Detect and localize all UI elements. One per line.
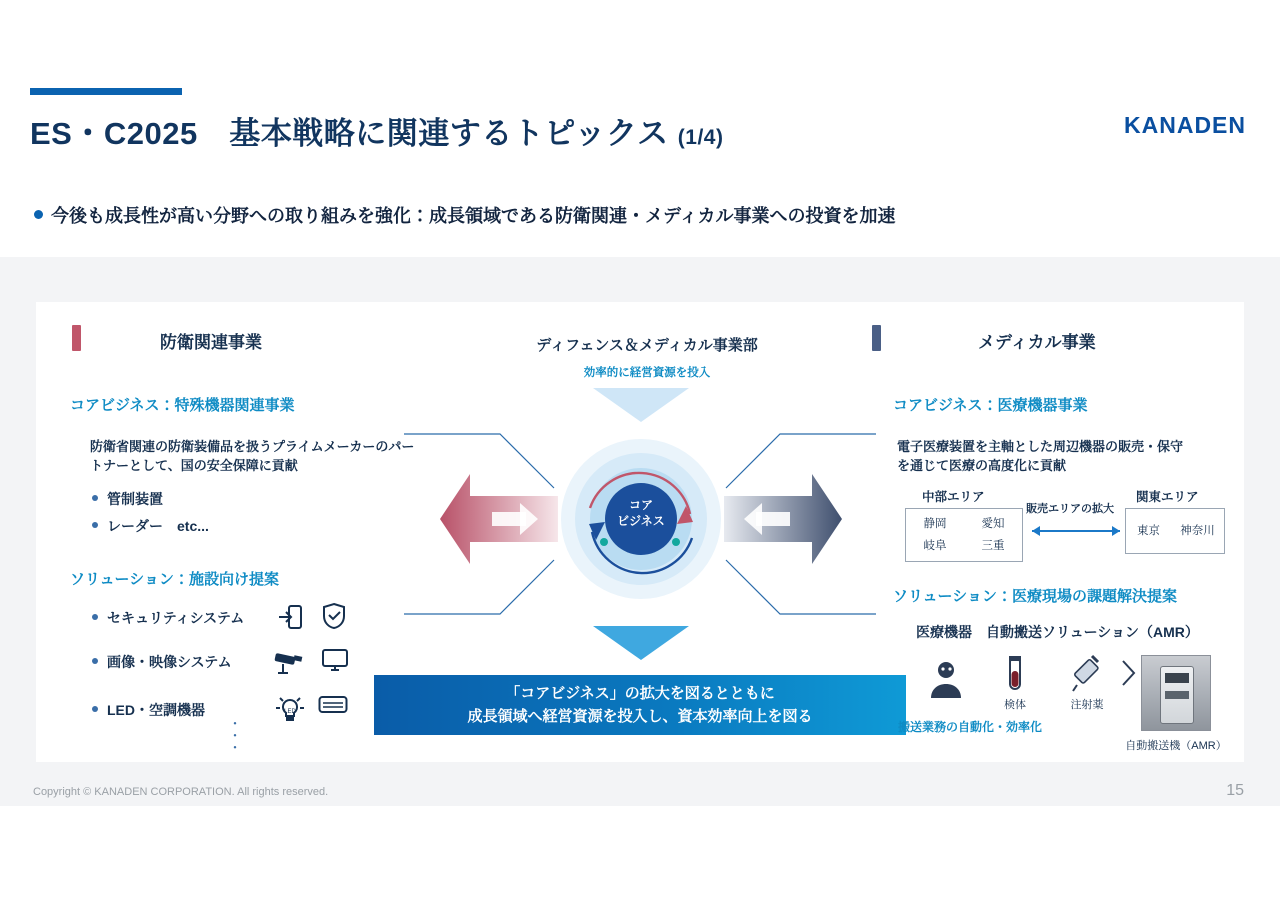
amr-note: 搬送業務の自動化・効率化 bbox=[898, 720, 1043, 734]
defense-solution-1-label: 画像・映像システム bbox=[107, 654, 232, 670]
page-title-suffix: (1/4) bbox=[677, 126, 724, 149]
medical-solution-heading: ソリューション：医療現場の課題解決提案 bbox=[893, 588, 1177, 605]
entry-gate-icon bbox=[277, 604, 303, 630]
page-number: 15 bbox=[1226, 782, 1244, 799]
defense-solution-heading: ソリューション：施設向け提案 bbox=[70, 571, 279, 588]
defense-heading-tick bbox=[72, 325, 81, 351]
defense-bullet-0 bbox=[92, 489, 163, 509]
kanto-cell-1: 神奈川 bbox=[1180, 525, 1215, 537]
chubu-cell-3: 三重 bbox=[981, 540, 1005, 552]
chevron-right-icon bbox=[1120, 658, 1138, 688]
kanaden-logo: KANADEN bbox=[1124, 112, 1246, 138]
defense-bullet-1-label: レーダー etc... bbox=[107, 518, 209, 534]
defense-bullet-1 bbox=[92, 516, 209, 536]
amr-robot-photo bbox=[1141, 655, 1211, 731]
test-tube-icon bbox=[1004, 655, 1026, 695]
kanto-cell-0: 東京 bbox=[1137, 525, 1161, 537]
bullet-dot-icon bbox=[34, 210, 43, 219]
syringe-caption: 注射薬 bbox=[1070, 699, 1104, 711]
defense-core-heading: コアビジネス：特殊機器関連事業 bbox=[70, 397, 295, 414]
bullet-dot-icon bbox=[92, 522, 98, 528]
person-icon bbox=[927, 658, 965, 698]
syringe-icon bbox=[1072, 652, 1102, 694]
led-bulb-icon bbox=[272, 692, 308, 726]
chubu-area-label: 中部エリア bbox=[922, 490, 985, 504]
bullet-dot-icon bbox=[92, 495, 98, 501]
medical-heading: メディカル事業 bbox=[978, 333, 1096, 352]
page-title-main: ES・C2025 基本戦略に関連するトピックス bbox=[30, 116, 669, 151]
chubu-area-box bbox=[905, 508, 1023, 562]
kanto-area-label: 関東エリア bbox=[1136, 490, 1199, 504]
shield-check-icon bbox=[321, 602, 347, 630]
chubu-cell-2: 岐阜 bbox=[923, 540, 947, 552]
title-accent-bar bbox=[30, 88, 182, 95]
svg-text:LED: LED bbox=[284, 709, 296, 715]
test-tube-caption: 検体 bbox=[1004, 699, 1026, 711]
defense-core-paragraph: 防衛省関連の防衛装備品を扱うプライムメーカーのパートナーとして、国の安全保障に貢献 bbox=[90, 439, 415, 473]
down-arrow-bottom-icon bbox=[593, 626, 689, 660]
defense-solution-0 bbox=[92, 608, 244, 628]
down-arrow-top-icon bbox=[593, 388, 689, 422]
chubu-cell-1: 愛知 bbox=[981, 518, 1005, 530]
chubu-cell-0: 静岡 bbox=[923, 518, 947, 530]
kanto-area-box bbox=[1125, 508, 1225, 554]
medical-heading-tick bbox=[872, 325, 881, 351]
bullet-dot-icon bbox=[92, 706, 98, 712]
core-label-line1: コア bbox=[628, 498, 653, 512]
division-subtitle: 効率的に経営資源を投入 bbox=[583, 367, 711, 379]
bullet-dot-icon bbox=[92, 614, 98, 620]
right-connector-lines bbox=[656, 424, 876, 624]
copyright-text: Copyright © KANADEN CORPORATION. All rights reserved. bbox=[33, 786, 329, 798]
amr-photo-caption: 自動搬送機（AMR） bbox=[1125, 740, 1227, 752]
page-title bbox=[30, 108, 723, 153]
medical-core-heading: コアビジネス：医療機器事業 bbox=[893, 397, 1088, 414]
area-expansion-arrow-icon bbox=[1022, 522, 1130, 540]
left-connector-lines bbox=[404, 424, 624, 624]
strategy-banner-line1: 「コアビジネス」の拡大を図るとともに bbox=[505, 684, 775, 702]
air-conditioner-icon bbox=[318, 695, 348, 717]
division-title: ディフェンス＆メディカル事業部 bbox=[536, 337, 758, 354]
defense-solution-2-label: LED・空調機器 bbox=[107, 702, 205, 718]
defense-heading: 防衛関連事業 bbox=[160, 333, 262, 352]
defense-more-indicator: ・ ・ ・ bbox=[228, 716, 242, 755]
strategy-banner-line2: 成長領域へ経営資源を投入し、資本効率向上を図る bbox=[467, 708, 813, 725]
medical-core-paragraph: 電子医療装置を主軸とした周辺機器の販売・保守を通じて医療の高度化に貢献 bbox=[897, 439, 1184, 473]
bullet-dot-icon bbox=[92, 658, 98, 664]
core-label-line2: ビジネス bbox=[617, 514, 665, 529]
security-camera-icon bbox=[272, 650, 306, 676]
monitor-icon bbox=[321, 648, 349, 674]
defense-solution-2 bbox=[92, 700, 205, 720]
strategy-banner bbox=[374, 675, 906, 735]
amr-robot-figure bbox=[1160, 666, 1194, 724]
lead-statement bbox=[34, 202, 896, 228]
lead-text: 今後も成長性が高い分野への取り組みを強化：成長領域である防衛関連・メディカル事業への投資を加速 bbox=[51, 206, 896, 226]
amr-title: 医療機器 自動搬送ソリューション（AMR） bbox=[916, 624, 1199, 640]
defense-bullet-0-label: 管制装置 bbox=[107, 491, 163, 507]
area-expansion-note: 販売エリアの拡大 bbox=[1026, 503, 1114, 515]
defense-solution-0-label: セキュリティシステム bbox=[107, 610, 245, 626]
defense-solution-1 bbox=[92, 652, 232, 672]
